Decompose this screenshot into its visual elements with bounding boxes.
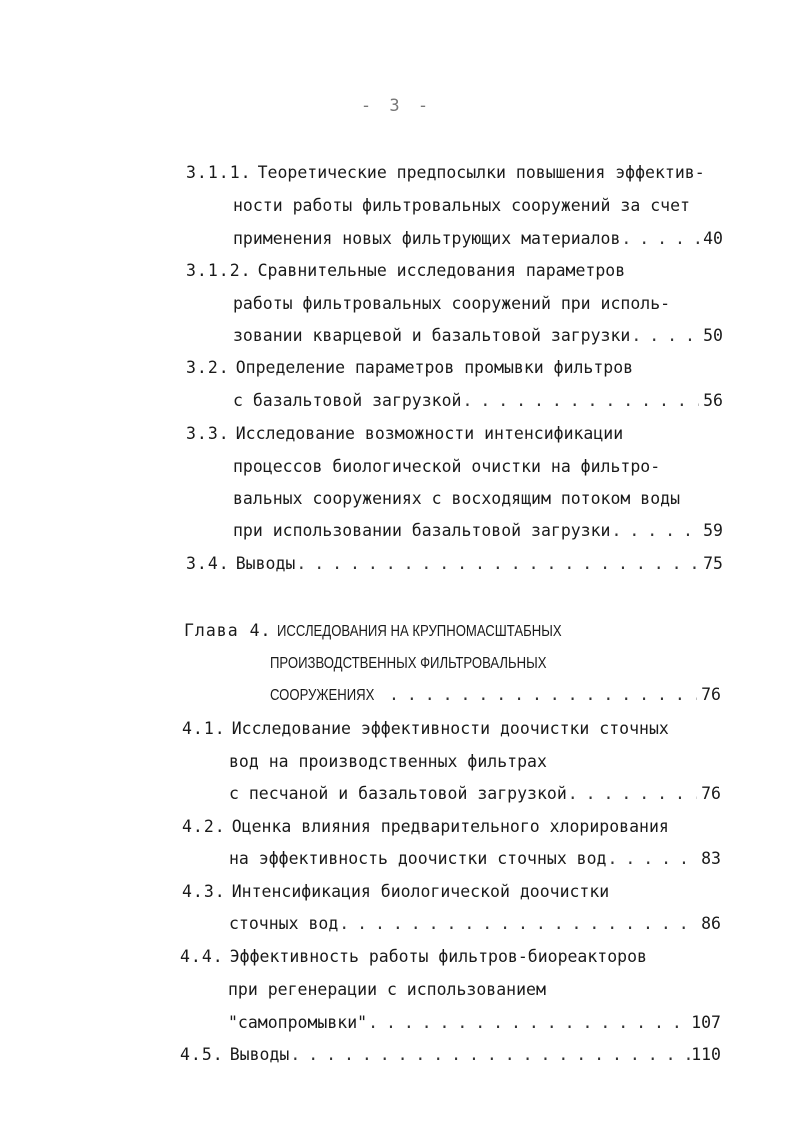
toc-entry-text: с песчаной и базальтовой загрузкой (229, 784, 567, 803)
toc-entry-4-5-line-1 (180, 1042, 721, 1068)
toc-entry-text: при регенерации с использованием (228, 980, 546, 999)
toc-chapter-number: Глава 4. (184, 621, 272, 640)
toc-entry-page: 56 (703, 391, 723, 410)
toc-chapter-4-line-3 (270, 682, 721, 708)
toc-entry-text: работы фильтровальных сооружений при исполь- (233, 294, 671, 313)
toc-entry-text: Выводы (229, 1045, 290, 1064)
toc-entry-text: процессов биологической очистки на фильтро- (233, 457, 661, 476)
toc-entry-number: 3.1.1. (186, 163, 252, 182)
toc-entry-page: 40 (703, 229, 723, 248)
toc-entry-3-1-2-line-3 (233, 323, 723, 349)
toc-entry-page: 107 (691, 1013, 721, 1032)
toc-chapter-4-line-1 (184, 618, 625, 644)
toc-entry-4-1-line-2 (229, 749, 547, 775)
toc-entry-3-1-2-line-1 (186, 258, 625, 284)
toc-chapter-title: ИССЛЕДОВАНИЯ НА КРУПНОМАСШТАБНЫХ (277, 623, 563, 640)
toc-entry-number: 3.4. (186, 554, 230, 573)
toc-entry-page: 110 (691, 1045, 721, 1064)
toc-entry-number: 4.5. (180, 1045, 224, 1064)
toc-entry-4-2-line-1 (182, 814, 669, 840)
dot-leader (368, 1010, 691, 1036)
toc-entry-text: Исследование возможности интенсификации (235, 424, 624, 443)
toc-entry-text: Теоретические предпосылки повышения эффектив- (257, 163, 705, 182)
toc-entry-text: ности работы фильтровальных сооружений за счет (233, 196, 690, 215)
toc-entry-text: "самопромывки" (228, 1013, 368, 1032)
toc-entry-page: 76 (701, 685, 721, 704)
toc-entry-text: Интенсификация биологической доочистки (231, 882, 610, 901)
toc-entry-text: Эффективность работы фильтров-биореакторов (229, 947, 647, 966)
toc-entry-page: 86 (701, 914, 721, 933)
toc-entry-text: Сравнительные исследования параметров (257, 261, 626, 280)
dot-leader (296, 551, 699, 577)
toc-entry-3-2-line-2 (233, 388, 723, 414)
toc-entry-number: 4.4. (180, 947, 224, 966)
toc-entry-number: 4.1. (182, 719, 226, 738)
toc-entry-text: Исследование эффективности доочистки сточных (231, 719, 669, 738)
dot-leader (612, 518, 700, 544)
toc-entry-3-4-line-1 (186, 551, 723, 577)
toc-entry-text: сточных вод (229, 914, 339, 933)
dot-leader (608, 846, 698, 872)
toc-entry-4-1-line-3 (229, 781, 721, 807)
toc-entry-3-3-line-4 (233, 518, 723, 544)
toc-entry-text: при использовании базальтовой загрузки (233, 521, 611, 540)
toc-entry-number: 3.1.2. (186, 261, 252, 280)
toc-entry-text: на эффективность доочистки сточных вод (229, 849, 607, 868)
toc-entry-text: Определение параметров промывки фильтров (235, 358, 634, 377)
toc-entry-4-3-line-1 (182, 879, 609, 905)
toc-entry-page: 83 (701, 849, 721, 868)
toc-entry-text: Оценка влияния предварительного хлорирования (231, 817, 669, 836)
dot-leader (290, 1042, 691, 1068)
toc-entry-number: 4.2. (182, 817, 226, 836)
toc-entry-4-4-line-1 (180, 944, 647, 970)
dot-leader (339, 911, 697, 937)
toc-entry-text: применения новых фильтрующих материалов (233, 229, 621, 248)
toc-chapter-title: ПРОИЗВОДСТВЕННЫХ ФИЛЬТРОВАЛЬНЫХ (270, 655, 547, 672)
dot-leader (462, 388, 699, 414)
toc-entry-3-3-line-1 (186, 421, 623, 447)
toc-entry-3-1-1-line-3 (233, 226, 723, 252)
toc-entry-text: Выводы (235, 554, 296, 573)
toc-chapter-title: СООРУЖЕНИЯХ (270, 687, 375, 704)
toc-entry-number: 4.3. (182, 882, 226, 901)
toc-entry-3-1-2-line-2 (233, 291, 670, 317)
toc-entry-text: вальных сооружениях с восходящим потоком воды (233, 489, 681, 508)
toc-entry-4-4-line-3 (228, 1010, 721, 1036)
toc-entry-3-1-1-line-1 (186, 160, 705, 186)
dot-leader (621, 226, 699, 252)
toc-entry-3-3-line-3 (233, 486, 680, 512)
dot-leader (631, 323, 699, 349)
toc-entry-4-2-line-2 (229, 846, 721, 872)
toc-entry-number: 3.2. (186, 358, 230, 377)
toc-entry-number: 3.3. (186, 424, 230, 443)
dot-leader (568, 781, 697, 807)
toc-entry-4-4-line-2 (228, 977, 546, 1003)
toc-entry-text: с базальтовой загрузкой (233, 391, 462, 410)
toc-entry-4-1-line-1 (182, 716, 669, 742)
toc-chapter-4-line-2 (270, 650, 607, 676)
toc-entry-page: 50 (703, 326, 723, 345)
toc-entry-text: зовании кварцевой и базальтовой загрузки (233, 326, 631, 345)
page-number: - 3 - (360, 96, 433, 116)
toc-entry-text: вод на производственных фильтрах (229, 752, 547, 771)
toc-entry-page: 76 (701, 784, 721, 803)
toc-entry-page: 59 (703, 521, 723, 540)
toc-entry-page: 75 (703, 554, 723, 573)
toc-entry-3-2-line-1 (186, 355, 633, 381)
dot-leader (389, 682, 697, 708)
toc-entry-3-1-1-line-2 (233, 193, 690, 219)
toc-entry-4-3-line-2 (229, 911, 721, 937)
toc-entry-3-3-line-2 (233, 454, 660, 480)
